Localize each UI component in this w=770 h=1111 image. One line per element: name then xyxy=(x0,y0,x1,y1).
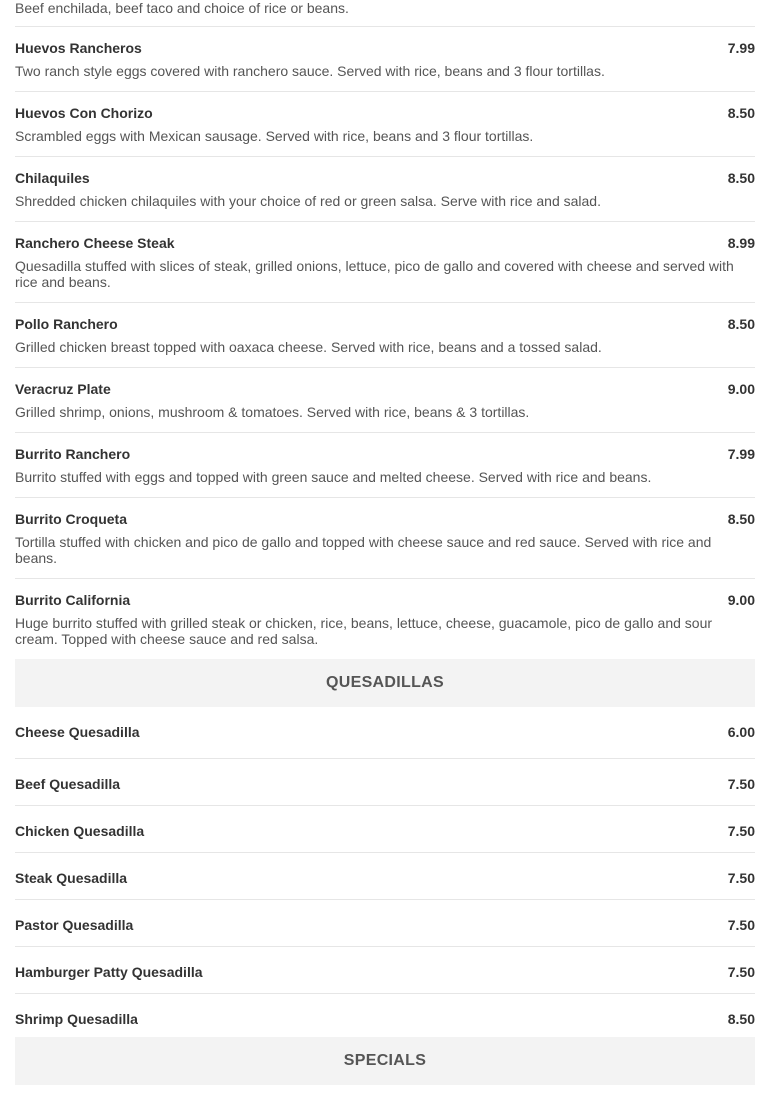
item-price: 7.50 xyxy=(727,870,755,886)
item-description: Two ranch style eggs covered with ranchero sauce. Served with rice, beans and 3 flour tortillas. xyxy=(15,63,605,79)
menu-item xyxy=(15,498,755,579)
menu-item xyxy=(15,707,755,759)
item-price: 7.99 xyxy=(727,40,755,56)
item-description: Burrito stuffed with eggs and topped with green sauce and melted cheese. Served with rice and beans. xyxy=(15,469,652,485)
menu-item xyxy=(15,433,755,498)
item-name: Burrito Croqueta xyxy=(15,511,127,527)
item-name: Chicken Quesadilla xyxy=(15,823,145,839)
menu-item xyxy=(15,900,755,947)
item-name: Cheese Quesadilla xyxy=(15,724,140,740)
item-name: Ranchero Cheese Steak xyxy=(15,235,175,251)
menu-item xyxy=(15,303,755,368)
menu-item xyxy=(15,92,755,157)
item-price: 7.99 xyxy=(727,446,755,462)
item-name: Huevos Rancheros xyxy=(15,40,142,56)
item-price: 9.00 xyxy=(727,381,755,397)
menu-item xyxy=(15,947,755,994)
item-description: Tortilla stuffed with chicken and pico de gallo and topped with cheese sauce and red sauce. Served with rice and beans. xyxy=(15,534,712,566)
item-price: 8.50 xyxy=(727,1011,755,1027)
menu-item xyxy=(15,27,755,92)
item-name: Burrito Ranchero xyxy=(15,446,131,462)
item-name: Pastor Quesadilla xyxy=(15,917,134,933)
item-price: 7.50 xyxy=(727,964,755,980)
item-price: 7.50 xyxy=(727,776,755,792)
menu-item xyxy=(15,853,755,900)
item-name: Beef Quesadilla xyxy=(15,776,121,792)
item-name: Shrimp Quesadilla xyxy=(15,1011,138,1027)
menu-item xyxy=(15,157,755,222)
item-description: Quesadilla stuffed with slices of steak, grilled onions, lettuce, pico de gallo and covered with cheese and served with rice and beans. xyxy=(15,258,734,290)
item-price: 8.50 xyxy=(727,511,755,527)
item-price: 8.50 xyxy=(727,316,755,332)
item-name: Burrito California xyxy=(15,592,131,608)
item-description: Grilled shrimp, onions, mushroom & tomatoes. Served with rice, beans & 3 tortillas. xyxy=(15,404,530,420)
item-description: Grilled chicken breast topped with oaxaca cheese. Served with rice, beans and a tossed salad. xyxy=(15,339,602,355)
item-name: Veracruz Plate xyxy=(15,381,111,397)
menu-item xyxy=(15,806,755,853)
item-price: 8.50 xyxy=(727,170,755,186)
item-price: 7.50 xyxy=(727,823,755,839)
item-description: Huge burrito stuffed with grilled steak or chicken, rice, beans, lettuce, cheese, guacamole, pico de gallo and sour cream. Topped with cheese sauce and red salsa. xyxy=(15,615,713,647)
item-price: 6.00 xyxy=(727,724,755,740)
item-price: 9.00 xyxy=(727,592,755,608)
item-price: 7.50 xyxy=(727,917,755,933)
item-name: Chilaquiles xyxy=(15,170,90,186)
item-name: Huevos Con Chorizo xyxy=(15,105,153,121)
menu-item xyxy=(15,759,755,806)
item-description: Beef enchilada, beef taco and choice of rice or beans. xyxy=(15,0,755,27)
menu-item xyxy=(15,579,755,659)
menu-list xyxy=(15,0,755,1085)
item-price: 8.99 xyxy=(727,235,755,251)
item-name: Steak Quesadilla xyxy=(15,870,128,886)
menu-item xyxy=(15,222,755,303)
section-header-quesadillas: QUESADILLAS xyxy=(15,659,755,707)
item-description: Scrambled eggs with Mexican sausage. Served with rice, beans and 3 flour tortillas. xyxy=(15,128,534,144)
item-description: Shredded chicken chilaquiles with your choice of red or green salsa. Serve with rice and salad. xyxy=(15,193,601,209)
item-name: Hamburger Patty Quesadilla xyxy=(15,964,203,980)
item-price: 8.50 xyxy=(727,105,755,121)
menu-item xyxy=(15,368,755,433)
section-header-specials: SPECIALS xyxy=(15,1037,755,1085)
item-name: Pollo Ranchero xyxy=(15,316,118,332)
menu-item xyxy=(15,994,755,1037)
